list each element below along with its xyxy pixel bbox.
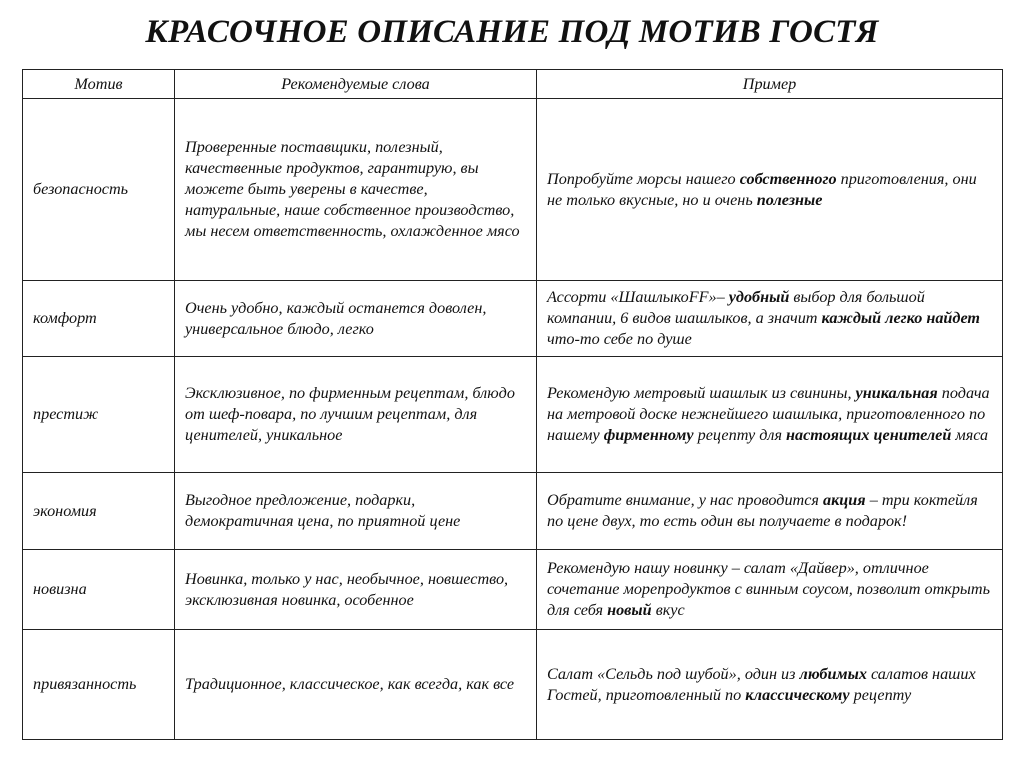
words-cell: Традиционное, классическое, как всегда, как все — [175, 630, 537, 740]
table-row — [23, 99, 1003, 281]
example-cell — [537, 357, 1003, 473]
example-text: Обратите внимание, у нас проводится — [547, 491, 823, 509]
table-row — [23, 473, 1003, 550]
example-emphasis: любимых — [799, 664, 867, 683]
example-text: Салат «Сельдь под шубой», один из — [547, 664, 800, 683]
motive-cell: экономия — [23, 473, 175, 550]
table-header-row — [23, 70, 1003, 99]
words-cell: Выгодное предложение, подарки, демократичная цена, по приятной цене — [175, 473, 537, 550]
motives-table — [22, 69, 1003, 740]
motive-cell: безопасность — [23, 99, 175, 281]
table-row — [23, 630, 1003, 740]
example-text: рецепту — [849, 685, 912, 704]
example-cell — [537, 281, 1003, 357]
example-text: – три коктейля по цене двух, то есть один вы получаете в подарок! — [547, 491, 978, 530]
example-text: рецепту для — [693, 426, 787, 444]
example-emphasis: уникальная — [855, 384, 938, 402]
example-cell — [537, 630, 1003, 740]
header-example: Пример — [537, 70, 1003, 99]
example-text: подача на метровой доске нежнейшего шашлыка, приготовленного по нашему — [547, 384, 990, 444]
example-text: вкус — [651, 601, 685, 619]
words-cell: Очень удобно, каждый останется доволен, универсальное блюдо, легко — [175, 281, 537, 357]
motive-cell: престиж — [23, 357, 175, 473]
example-text: Ассорти «ШашлыкоFF»– — [547, 288, 729, 306]
example-text: Попробуйте морсы нашего — [547, 169, 740, 188]
example-emphasis: классическому — [745, 685, 850, 704]
example-text: что-то себе по душе — [547, 330, 692, 348]
example-emphasis: полезные — [756, 190, 823, 209]
example-text: приготовления, они не только вкусные, но и очень — [547, 169, 977, 209]
page-title: КРАСОЧНОЕ ОПИСАНИЕ ПОД МОТИВ ГОСТЯ — [145, 14, 879, 50]
words-cell: Проверенные поставщики, полезный, качественные продуктов, гарантирую, вы можете быть уверены в качестве, натуральные, наше собственное производство, мы несем ответственность, охлажденное мясо — [175, 99, 537, 281]
motive-cell: комфорт — [23, 281, 175, 357]
motive-cell: привязанность — [23, 630, 175, 740]
example-emphasis: каждый легко найдет — [821, 309, 981, 327]
example-cell — [537, 99, 1003, 281]
words-cell: Эксклюзивное, по фирменным рецептам, блюдо от шеф-повара, по лучшим рецептам, для ценителей, уникальное — [175, 357, 537, 473]
motive-cell: новизна — [23, 550, 175, 630]
example-text: мяса — [951, 426, 989, 444]
example-text: Рекомендую нашу новинку – салат «Дайвер», отличное сочетание морепродуктов с винным соусом, позволит открыть для себя — [547, 559, 990, 619]
header-motive: Мотив — [23, 70, 175, 99]
example-emphasis: новый — [607, 601, 652, 619]
example-emphasis: настоящих ценителей — [786, 426, 952, 444]
example-cell — [537, 550, 1003, 630]
example-emphasis: собственного — [739, 169, 837, 188]
example-emphasis: фирменному — [603, 426, 694, 444]
example-text: Рекомендую метровый шашлык из свинины, — [547, 384, 856, 402]
header-words: Рекомендуемые слова — [175, 70, 537, 99]
table-row — [23, 550, 1003, 630]
example-text: выбор для большой компании, 6 видов шашлыков, а значит — [547, 288, 925, 327]
words-cell: Новинка, только у нас, необычное, новшество, эксклюзивная новинка, особенное — [175, 550, 537, 630]
table-row — [23, 281, 1003, 357]
example-emphasis: удобный — [728, 288, 790, 306]
example-emphasis: акция — [823, 491, 866, 509]
table-row — [23, 357, 1003, 473]
example-cell — [537, 473, 1003, 550]
example-text: салатов наших Гостей, приготовленный по — [547, 664, 976, 704]
